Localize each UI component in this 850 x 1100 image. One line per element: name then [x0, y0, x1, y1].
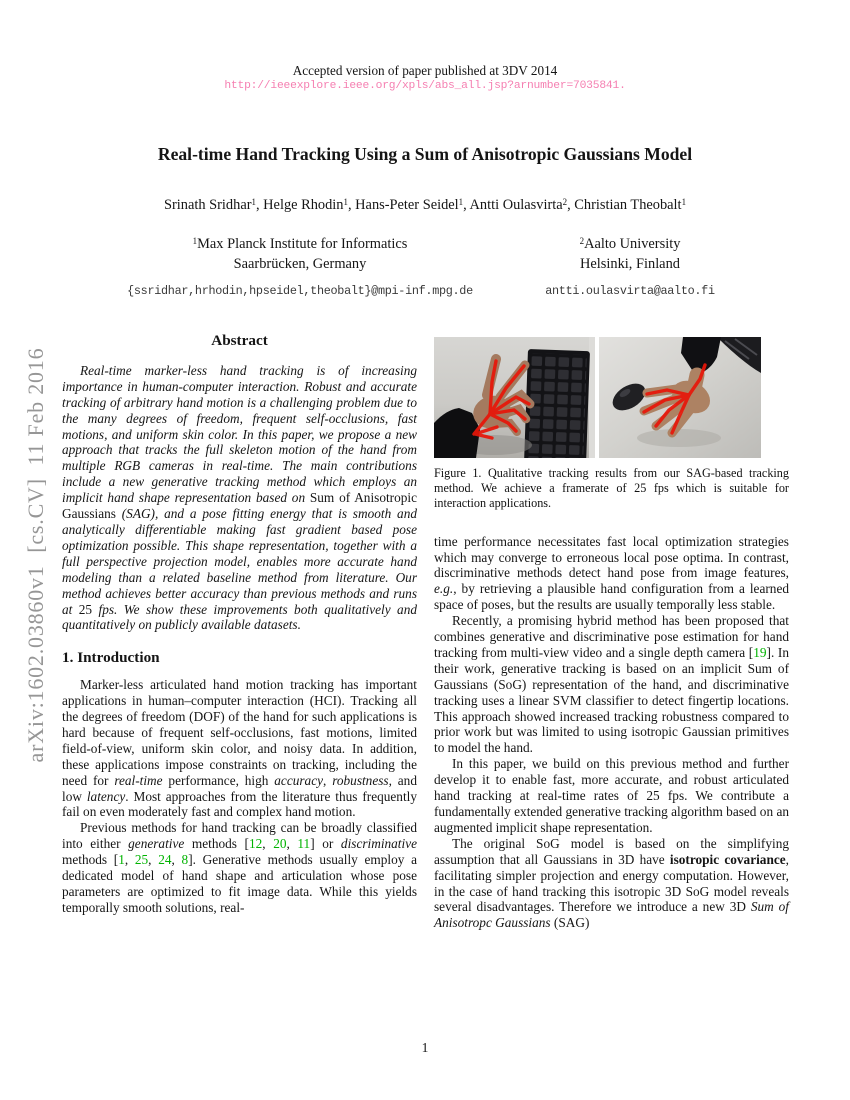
affiliation-2-name: $^2$Aalto University — [579, 235, 681, 252]
header-link[interactable]: http://ieeexplore.ieee.org/xpls/abs_all.jsp?arnumber=7035841. — [224, 80, 626, 92]
hand-shadow — [637, 429, 721, 447]
affiliation-1-location: Saarbrücken, Germany — [233, 255, 367, 272]
figure-1-images — [434, 337, 789, 458]
figure1-photo-left — [434, 337, 595, 458]
abstract-heading: Abstract — [211, 332, 268, 349]
left-column — [62, 333, 417, 916]
right-column — [434, 337, 789, 931]
intro-paragraph-1: Marker-less articulated hand motion tracking has important applications in human–computer interaction (HCI). Tracking all the degrees of freedom (DOF) of the hand for such applications is hard because of frequent self-occlusions, fast motions, limited field-of-view, uniform skin color, and noisy data. In addition, these applications impose constraints on tracking, including the need for real-time performance, high accuracy, robustness, and low latency. Most approaches from the literature thus frequently fail on even moderately fast and complex hand motion. — [62, 677, 417, 820]
right-paragraph-1: time performance necessitates fast local optimization strategies which may converge to erroneous local pose optima. In contrast, discriminative methods detect hand pose from image features, e.g., by retrieving a plausible hand configuration from a learned space of poses, but the results are usually temporally less stable. — [434, 533, 789, 613]
intro-paragraph-2: Previous methods for hand tracking can be broadly classified into either generative methods [12, 20, 11] or discriminative methods [1, 25, 24, 8]. Generative methods usually employ a dedicated model of hand shape and articulation whose pose parameters are optimized to fit image data. While this yields temporally smooth solutions, real- — [62, 820, 418, 915]
authors-line: Srinath Sridhar$^1$, Helge Rhodin$^1$, Hans-Peter Seidel$^1$, Antti Oulasvirta$^2$, Christian Theobalt$^1$ — [163, 196, 687, 213]
right-paragraph-2: Recently, a promising hybrid method has been proposed that combines generative and discriminative pose estimation for hand tracking from multi-view video and a single depth camera [19]. In their work, generative tracking is based on an implicit Sum of Gaussians (SoG) representation of the hand, and discriminative tracking uses a linear SVM classifier to detect fingertip locations. This approach showed increased tracking robustness compared to prior work but was limited to using isotropic Gaussian primitives to model the hand. — [434, 613, 789, 756]
right-paragraph-4: The original SoG model is based on the simplifying assumption that all Gaussians in 3D have isotropic covariance, facilitating simpler projection and energy computation. However, in the case of hand tracking this isotropic 3D SoG model reveals several disadvantages. Therefore we introduce a new 3D Sum of Anisotropc Gaussians (SAG) — [434, 835, 789, 931]
desk-edge — [589, 337, 595, 458]
right-paragraph-3: In this paper, we build on this previous method and further develop it to enable fast, more accurate, and robust articulated hand tracking at real-time rates of 25 fps. We contribute a fundamentally extended generative tracking algorithm based on an augmented implicit shape representation. — [434, 756, 789, 835]
paper-title: Real-time Hand Tracking Using a Sum of Anisotropic Gaussians Model — [157, 144, 693, 164]
figure1-photo-right — [599, 337, 761, 458]
abstract-text: Real-time marker-less hand tracking is of increasing importance in human-computer interaction. Robust and accurate tracking of arbitrary hand motion is a challenging problem due to the many degrees of freedom, frequent self-occlusions, fast motions, and uniform skin color. In this paper, we propose a new approach that tracks the full skeleton motion of the hand from multiple RGB cameras in real-time. The main contributions include a new generative tracking method which employs an implicit hand shape representation based on Sum of Anisotropic Gaussians (SAG), and a pose fitting energy that is smooth and analytically differentiable making fast gradient based pose optimization possible. This shape representation, together with a full perspective projection model, enables more accurate hand modeling than a related baseline method from literature. Our method achieves better accuracy than previous methods and runs at 25 fps. We show these improvements both qualitatively and quantitatively on publicly available datasets. — [62, 362, 417, 633]
section-heading-introduction: 1. Introduction — [62, 649, 160, 667]
affiliation-2-location: Helsinki, Finland — [580, 255, 680, 272]
figure-1 — [434, 337, 789, 512]
affiliation-1-name: $^1$Max Planck Institute for Informatics — [192, 235, 408, 252]
header-note: Accepted version of paper published at 3DV 2014 — [292, 63, 558, 78]
affiliation-1 — [110, 235, 490, 301]
arxiv-watermark: arXiv:1602.03860v1 [cs.CV] 11 Feb 2016 — [23, 347, 48, 763]
figure-1-caption: Figure 1. Qualitative tracking results from our SAG-based tracking method. We achieve a framerate of 25 fps which is suitable for interaction applications. — [434, 466, 789, 511]
page-number: 1 — [421, 1040, 429, 1055]
affiliation-1-email: {ssridhar,hrhodin,hpseidel,theobalt}@mpi-inf.mpg.de — [127, 284, 473, 298]
affiliation-2-email: antti.oulasvirta@aalto.fi — [545, 284, 715, 298]
affiliation-2 — [470, 235, 790, 301]
